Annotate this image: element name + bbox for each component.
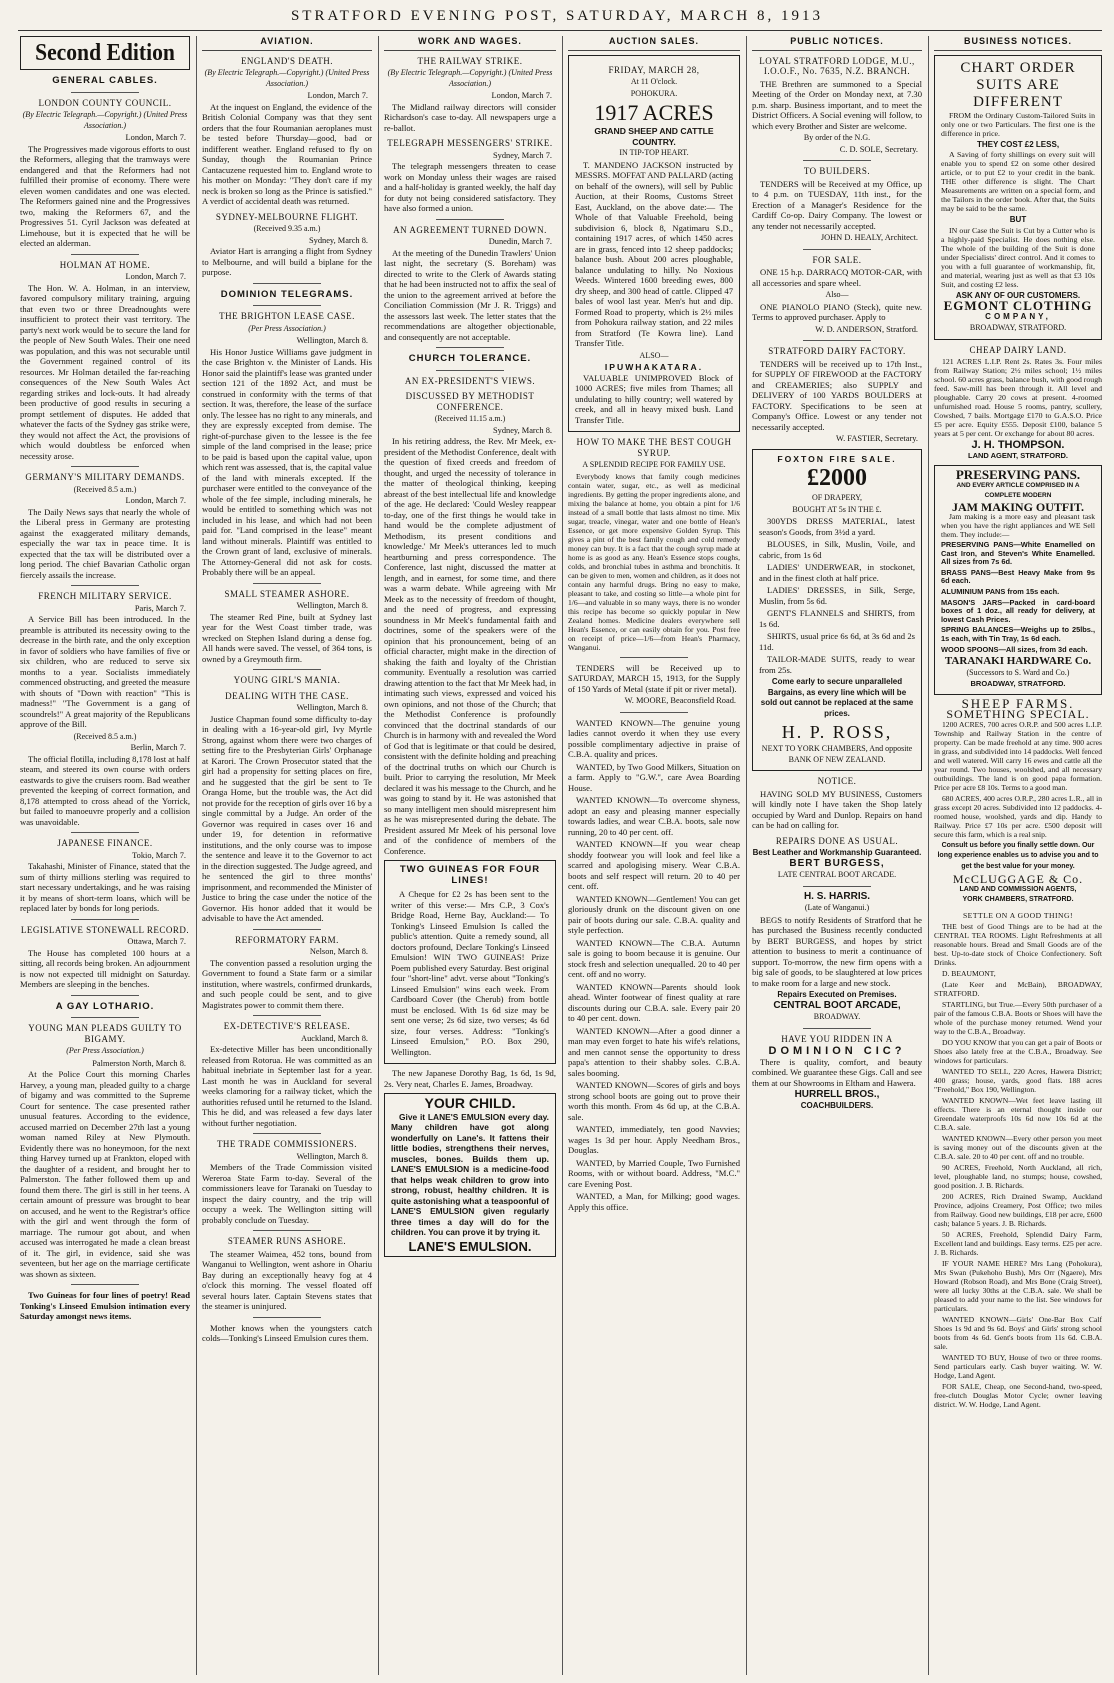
article-dateline: Sydney, March 8.: [308, 235, 368, 245]
notice-address: LATE CENTRAL BOOT ARCADE.: [777, 870, 897, 879]
advert-but: BUT: [1009, 215, 1027, 224]
divider: [71, 466, 139, 467]
column-heading: AVIATION.: [202, 36, 372, 51]
article-received: (Received 9.35 a.m.): [253, 224, 321, 233]
notice-subtitle: (Late of Wanganui.): [804, 903, 870, 912]
article-byline: (By Electric Telegraph.—Copyright.) (United Press Association.): [204, 68, 370, 88]
article-dateline: Palmerston North, March 8.: [92, 1058, 186, 1068]
advert-body: There is quality, comfort, and beauty combined. We guarantee these Gigs. Call and see them at our Showrooms in Eltham and Hawera.: [752, 1056, 922, 1088]
article-title: A GAY LOTHARIO.: [55, 1000, 155, 1012]
advert-body: A Saving of forty shillings on every suit will enable you to spend £2 on some other desired article, or to put £2 to your credit in the bank. THE other difference is slight. The Chart Measurements are written on a special form, and the Tailors in the order book. After that, the Suits may be said to be the same.: [941, 150, 1095, 213]
advert-item: BRASS PANS—Best Heavy Make from 9s 6d each.: [941, 567, 1095, 586]
advert-subtitle: COACHBUILDERS.: [800, 1100, 874, 1110]
advert-address: BROADWAY, STRATFORD.: [970, 679, 1066, 689]
divider: [620, 712, 689, 713]
advert-item: LADIES' UNDERWEAR, in stockonet, and in the finest cloth at half price.: [759, 562, 915, 583]
notice-body: BEGS to notify Residents of Stratford that he has purchased the Business recently conducted by BERT BURGESS, and hopes by strict attention to business to merit a continuance of support. To-morrow, the new firm opens with a big sale of goods, to be slaughtered at low prices to make room for a large and new stock.: [752, 914, 922, 988]
mccluggage-subtitle: LAND AND COMMISSION AGENTS,: [959, 885, 1077, 893]
article-subtitle: A SPLENDID RECIPE FOR FAMILY USE.: [582, 460, 726, 469]
advert-item: TAILOR-MADE SUITS, ready to wear from 25s.: [759, 654, 915, 675]
wanted-ad: WANTED KNOWN—After a good dinner a man may even forget to hate his wife's relations, and men cannot sense the opportunity to dress papa's attention to their shabby soles. C.B.A. sales booming.: [568, 1025, 740, 1078]
sheep-farms-body: 680 ACRES, 400 acres O.R.P., 280 acres L.R., all in grass except 20 acres. Subdivided into 12 paddocks. 4-roomed house, woolshed, yards and dip. Handy to Railway. Price £7 10s per acre. £500 deposit will secure this farm, which is a real snip.: [934, 793, 1102, 839]
divider: [253, 669, 321, 670]
advert-name: TARANAKI HARDWARE Co.: [944, 655, 1092, 668]
masthead: STRATFORD EVENING POST, SATURDAY, MARCH 8, 1913: [290, 8, 824, 24]
article-body: The telegraph messengers threaten to cease work on Monday unless their wages are raised and a half-holiday is granted weekly, the half day for duty not being considered satisfactory. They have also formed a union.: [384, 161, 556, 213]
article-title: STEAMER RUNS ASHORE.: [227, 1236, 347, 1246]
advert-company: COMPANY,: [985, 311, 1051, 321]
column-heading: WORK AND WAGES.: [384, 36, 556, 51]
classified-ad: 200 ACRES, Rich Drained Swamp, Auckland Province, adjoins Creamery, Post Office; two miles from Railway. Good new buildings, £18 per acre, £600 cash; balance 5 years. J. B. Richards.: [934, 1191, 1102, 1228]
notice-signature: C. D. SOLE, Secretary.: [839, 144, 918, 154]
auction-time: At 11 O'clock.: [630, 77, 678, 86]
divider: [253, 1015, 321, 1016]
pohokura-auction: [568, 55, 740, 433]
column-auction-sales: [568, 36, 740, 1675]
divider: [803, 886, 871, 887]
article-title: LONDON COUNTY COUNCIL.: [38, 97, 172, 108]
divider: [71, 1017, 139, 1018]
auction-also: ALSO—: [639, 350, 669, 360]
article-dateline: Tokio, March 7.: [132, 850, 186, 860]
cheap-dairy-title: CHEAP DAIRY LAND.: [969, 344, 1067, 355]
divider: [71, 919, 139, 920]
classified-ad: WANTED KNOWN—Wet feet leave lasting ill effects. There is an eternal thought inside our Greendale waterproofs 10s 6d now 10s 6d at the C.B.A. sale.: [934, 1095, 1102, 1132]
classified-ad: 50 ACRES, Freehold, Splendid Dairy Farm, Excellent land and buildings. Easy terms. £25 per acre. J. B. Richards.: [934, 1229, 1102, 1257]
article-title: YOUNG GIRL'S MANIA.: [233, 675, 341, 685]
wanted-ad: WANTED KNOWN—The genuine young ladies cannot overdo it when they use every possible complimentary adjective in praise of C.B.A. quality and prices.: [568, 717, 740, 759]
divider: [436, 347, 505, 348]
article-body: At the inquest on England, the evidence of the British Colonial Company was that they sent orders that the four Roumanian aeroplanes must be tested before Thursday—good, bad or indifferent weather. England refused to fly on Sunday, though the Roumanian Prince Cantacuzene requested him to. England wrote to his mother on Monday: "They don't care if my neck is broken so long as the Prince is satisfied." A verdict of accidental death was returned.: [202, 101, 372, 206]
classified-ad: STARTLING, but True.—Every 50th purchaser of a pair of the famous C.B.A. Boots or Shoes will have the whole of the purchase money returned. Wend your way to the C.B.A., Broadway.: [934, 999, 1102, 1036]
notice-title: FOR SALE.: [812, 254, 862, 265]
article-body: At the meeting of the Dunedin Trawlers' Union last night, the secretary (S. Boreham) was directed to write to the Clerk of Awards stating that he had been instructed not to affix the seal of the union to the agreement arrived at before the Conciliation Commission (Mr J. R. Triggs) and the assessors last week. The letter states that the recommendations are altogether objectionable, and consequently are not acceptable.: [384, 247, 556, 342]
auction-headline: 1917 ACRES: [594, 100, 714, 125]
wanted-ad: WANTED, by Married Couple, Two Furnished Rooms, with or without board. Address, "M.C." care Evening Post.: [568, 1157, 740, 1189]
advert-item: GENT'S FLANNELS and SHIRTS, from 1s 6d.: [759, 608, 915, 629]
divider: [803, 1028, 871, 1029]
article-body: A Service Bill has been introduced. In the preamble is attributed its necessity owing to the decrease in the birth rate, and the only exception in favor of soldiers who have families of five or six children, who are reduced to serve six months to a year. Socialists immediately commenced obstructing, and greeted the measure with shouts of "Down with reaction" "This is madness!" "The Government is a gang of scoundrels!" A great majority of the Republicans approve of the Bill.: [20, 614, 190, 729]
classified-ad: WANTED KNOWN—Every other person you meet is saving money out of the discounts given at the C.B.A. sale. 20 to 40 per cent. off and no trouble.: [934, 1133, 1102, 1161]
article-title: SYDNEY-MELBOURNE FLIGHT.: [215, 211, 359, 222]
divider: [253, 1230, 321, 1231]
advert-note: Come early to secure unparalleled Bargains, as every line which will be sold out cannot be replaced at the same prices.: [760, 677, 914, 718]
advert-body: Give it LANE'S EMULSION every day. Many children have got along wonderfully on Lane's. It fattens their little bodies, strengthens their nerves, muscles, bones. Builds them up. LANE'S EMULSION is a medicine-food that helps weak children to grow into strong, robust, healthy children. It is quite astonishing what a teaspoonful of LANE'S EMULSION given regularly three times a day will do for the children. You can prove it by trying it.: [391, 1111, 549, 1237]
auction-title: IPUWHAKATARA.: [604, 362, 704, 372]
advert-item: LADIES' DRESSES, in Silk, Serge, Muslin, from 5s 6d.: [759, 585, 915, 606]
notice-title: TO BUILDERS.: [803, 166, 871, 176]
column-rule: [196, 36, 197, 1675]
wanted-ad: WANTED KNOWN—Parents should look ahead. Winter footwear of finest quality at rare discounts during our C.B.A. sale. Every pair 20 to 40 per cent. down.: [568, 981, 740, 1023]
notice-body: ONE 15 h.p. DARRACQ MOTOR-CAR, with all accessories and spare wheel.: [752, 267, 922, 288]
sheep-farms-subtitle: SOMETHING SPECIAL.: [946, 707, 1090, 722]
advert-body: FROM the Ordinary Custom-Tailored Suits in only one or two Particulars. The first one is the difference in price.: [941, 110, 1095, 138]
notice-name: CENTRAL BOOT ARCADE,: [773, 999, 901, 1011]
article-body: Justice Chapman found some difficulty to-day in dealing with a 16-year-old girl, Ivy Myrtle Strong, against whom there were two charges of setting fire to the Presbyterian Girls' Orphanage at Karori. The Crown Prosecutor stated that the girl had a propensity for setting places on fire, and he suggested that the girl be sent to Te Oranga Home, but the trouble was, the Act did not provide for the reception of girls over 16 by a single committal by a Judge. An order of the Governor was required in cases over 16 and under 19, for detention in reformative institutions, and the only course was to impose the sentence and leave it to the Governor to act in the direction suggested. The Judge agreed, and he sentenced the girl to three months' imprisonment, and recommended the Minister of Justice to bring the case under the notice of the Governor. His honor added that it would be advisable to have the Act amended.: [202, 713, 372, 923]
tender-notice: TENDERS will be Received up to SATURDAY, MARCH 15, 1913, for the Supply of 150 Yards of Metal (state if pit or river metal).: [568, 662, 740, 694]
classified-ad: WANTED TO BUY, House of two or three rooms. Send particulars early. Cash buyer waiting. W. W. Hodge, Land Agent.: [934, 1352, 1102, 1380]
auction-date: FRIDAY, MARCH 28,: [608, 64, 700, 75]
article-body: Members of the Trade Commission visited Wereroa State Farm to-day. Several of the commissioners leave for Taranaki on Tuesday to inspect the dairy country, and the trip will occupy a week. The Wellington sitting will probably conclude on Tuesday.: [202, 1162, 372, 1225]
taranaki-hardware-advert: [934, 465, 1102, 695]
divider: [803, 160, 871, 161]
article-received: (Received 8.5 a.m.): [73, 731, 137, 741]
advert-ask: ASK ANY OF OUR CUSTOMERS.: [955, 290, 1081, 300]
advert-successors: (Successors to S. Ward and Co.): [966, 667, 1070, 677]
article-dateline: Nelson, March 8.: [309, 947, 368, 956]
column-heading: AUCTION SALES.: [568, 36, 740, 51]
article-body: The steamer Red Pine, built at Sydney last year for the West Coast timber trade, was wrecked on Stephen Island during a dense fog. All hands were saved. The vessel, of 364 tons, is owned by a Greymouth firm.: [202, 611, 372, 664]
second-edition-banner: [20, 36, 190, 70]
advert-address: NEXT TO YORK CHAMBERS, And opposite BANK OF NEW ZEALAND.: [761, 744, 913, 764]
wanted-ad: WANTED KNOWN—Gentlemen! You can get gloriously drunk on the discount given on one pair of boots during our sale. C.B.A. quality and style perfection.: [568, 893, 740, 935]
article-body: In his retiring address, the Rev. Mr Meek, ex-president of the Methodist Conference, dealt with the question of fixed creeds and freedom of thought, and urged the necessity of tolerance in the matter of theological thinking, keeping abreast of the best intellectual life and knowledge of the age. He declared: 'Could Wesley reappear to-day, one of the first things he would take in hand would be the complete adjustment of Methodism, its present conditions and knowledge.' Mr Meek's utterances led to much heartburning and press correspondence. The Conference, last night, discussed the matter at length, and in earnest, for some time, and there was a warm debate. While agreeing with Mr Meek as to the necessity of freedom of thought, and the need of progress, and expressing soundness in Mr Meek's fundamental faith and doctrines, some of the speakers were of the opinion that his pronouncement, being of an official character, might make in the direction of shaking the faith and loyalty of the Christian community. Eventually a resolution was carried drawing attention to the fact that Mr Meek had, in intimating such views, expressed and voiced his own opinions, and not those of the Church; that the Methodist Conference is profoundly convinced that the doctrinal standards of our Church is in harmony with and revealed the Word of God that is legitimate or that could be desired, consistent with the definite holding and preaching of the doctrinal truths on which our Church is built. Prior to carrying the resolution, Mr Meek declared it was his message to the Church, and he was going to stand by it. He was astonished that so many intelligent men should misrepresent him as he was misrepresented during the debate. The President assured Mr Meek of his personal love and of the confidence of members of the Conference.: [384, 436, 556, 856]
advert-title: TWO GUINEAS FOR FOUR LINES!: [399, 864, 541, 886]
notice-title: NOTICE.: [817, 776, 857, 786]
column-rule: [928, 36, 929, 1675]
column-work-and-wages: [384, 36, 556, 1675]
article-dateline: London, March 7.: [307, 91, 368, 100]
article-dateline: Paris, March 7.: [134, 603, 186, 613]
article-dateline: Dunedin, March 7.: [488, 237, 552, 246]
advert-item-list: [759, 516, 915, 675]
column-rule: [378, 36, 379, 1675]
classified-ad: IF YOUR NAME HERE? Mrs Lang (Pohokura), Mrs Swan (Pukehoho Bush), Mrs Orr (Ngaere), Mrs Howard (Robson Road), and Mrs Bone (Craig Street), were all lucky 30ths at the C.B.A. sale. We shall be pleased to add your name to the list. See windows for particulars.: [934, 1258, 1102, 1313]
article-dateline: Wellington, March 8.: [296, 703, 368, 712]
article-received: (Received 8.5 a.m.): [73, 484, 137, 494]
auction-subtitle: GRAND SHEEP AND CATTLE COUNTRY.: [594, 126, 714, 147]
column-aviation: [202, 36, 372, 1675]
article-body: Aviator Hart is arranging a flight from Sydney to Melbourne, and will build a biplane for the purpose.: [202, 246, 372, 277]
divider: [620, 657, 689, 658]
tonking-advert: Two Guineas for four lines of poetry! Read Tonking's Linseed Emulsion intimation every Saturday amongst news items.: [20, 1290, 190, 1321]
article-title: HOLMAN AT HOME.: [59, 259, 151, 270]
notice-body: TENDERS will be Received at my Office, up to 4 p.m. on TUESDAY, 11th inst., for the Erection of a Manager's Residence for the Cardiff Co-op. Dairy Company. The lowest or any tender not necessarily accepted.: [752, 178, 922, 231]
tea-rooms-g_sub: (Late Keer and McBain), BROADWAY, STRATFORD.: [934, 979, 1102, 998]
article-title: CHURCH TOLERANCE.: [408, 353, 532, 364]
column-public-notices: [752, 36, 922, 1675]
advert-headline: JAM MAKING OUTFIT.: [951, 499, 1085, 514]
article-title: THE RAILWAY STRIKE.: [417, 55, 523, 66]
notice-title: STRATFORD DAIRY FACTORY.: [768, 346, 906, 356]
advert-item: ALUMINIUM PANS from 15s each.: [941, 586, 1060, 596]
sheep-farms-title: SHEEP FARMS.: [961, 695, 1075, 711]
wanted-ad: WANTED, immediately, ten good Navvies; wages 1s 3d per hour. Apply Needham Bros., Douglas.: [568, 1124, 740, 1155]
article-title: EX-DETECTIVE'S RELEASE.: [223, 1021, 351, 1031]
article-title: ENGLAND'S DEATH.: [240, 55, 334, 66]
article-byline: (By Electric Telegraph.—Copyright.) (United Press Association.): [387, 68, 553, 88]
article-subtitle: AN EX-PRESIDENT'S VIEWS.: [404, 375, 536, 386]
article-body: Everybody knows that family cough medicines contain water, sugar, etc., as well as medicinal ingredients. By getting the proper ingredients alone, and mixing the balance at home, you obtain a pint for 1/6 instead of a small bottle that lasts almost no time. Mix sugar, treacle, vinegar, water and one bottle of Hean's Essence, or get more expensive Golden Syrup. This gives a pint of the best family cough and cold remedy money can buy. It is a fact that the cough syrup made at home is as good as any. Hean's Essence stops coughs, colds, and bronchial tubes in asthma and bronchitis. It can be given to men, women and children, as it does not contain any harmful drugs. Bring no easy to make, pleasant to take, and costing so little—a whole pint for 1/6—and valuable in so many ways, there is no wonder this recipe has become so quickly popular in New Zealand homes. Medicine dealers everywhere sell Hean's Essence, or can easily obtain for you. Post free on receipt of price—1/6—from Hean's Pharmacy, Wanganui.: [568, 471, 740, 652]
divider: [253, 583, 321, 584]
advert-item: PRESERVING PANS—White Enamelled on Cast Iron, and Steven's White Enamelled. All sizes from 7s 6d.: [941, 540, 1095, 567]
advert-title: FOXTON FIRE SALE.: [777, 453, 897, 464]
article-body: The House has completed 100 hours at a sitting, all records being broken. An adjournment is now not expected till midnight on Saturday. Members are sleeping in the benches.: [20, 947, 190, 989]
divider: [436, 370, 505, 371]
two-guineas-advert: [384, 860, 556, 1064]
wanted-ad: WANTED KNOWN—Scores of girls and boys strong school boots are going out to prove their worth this month. From 4s 6d up, at the C.B.A. sale.: [568, 1080, 740, 1122]
article-byline: (Per Press Association.): [66, 1046, 144, 1055]
notice-name: BERT BURGESS,: [789, 857, 885, 869]
article-dateline: London, March 7.: [125, 133, 186, 142]
notice-name: H. S. HARRIS.: [803, 890, 871, 902]
tea-rooms-g_text: THE best of Good Things are to be had at the CENTRAL TEA ROOMS. Light Refreshments at all reasonable hours. Bread and Small Goods are of the best. Up-to-date stock of Choice Confectionery. Soft Drinks.: [934, 921, 1102, 967]
divider: [71, 254, 139, 255]
column-heading: BUSINESS NOTICES.: [934, 36, 1102, 51]
tea-rooms-g_title: SETTLE ON A GOOD THING!: [962, 910, 1074, 920]
article-dateline: Wellington, March 8.: [296, 601, 368, 610]
divider: [803, 340, 871, 341]
divider: [253, 283, 321, 284]
dorothy-bag-advert: The new Japanese Dorothy Bag, 1s 6d, 1s 9d, 2s. Very neat, Charles E. James, Broadway.: [384, 1068, 556, 1089]
divider: [803, 249, 871, 250]
notice-address: BROADWAY.: [813, 1012, 861, 1021]
advert-item: SPRING BALANCES—Weighs up to 25lbs., 1s each, with Tin Tray, 1s 6d each.: [941, 625, 1095, 643]
divider: [71, 585, 139, 586]
article-subtitle: YOUNG MAN PLEADS GUILTY TO BIGAMY.: [28, 1023, 182, 1044]
advert-subtitle: BOUGHT AT 5s IN THE £.: [792, 504, 882, 514]
wanted-ad: WANTED, a Man, for Milking; good wages. Apply this office.: [568, 1191, 740, 1212]
article-dateline: Wellington, March 8.: [296, 1151, 368, 1161]
notice-title: LOYAL STRATFORD LODGE, M.U., I.O.O.F., No. 7635, N.Z. BRANCH.: [759, 55, 915, 76]
advert-question: HAVE YOU RIDDEN IN A: [781, 1033, 893, 1044]
article-title: THE TRADE COMMISSIONERS.: [216, 1139, 358, 1149]
masthead-rule: [18, 30, 1102, 31]
article-body: The Daily News says that nearly the whole of the Liberal press in Germany are protesting against the exaggerated military demands, especially the war tax in peace time. It is expected that the tax will be distributed over a long period. The chief Bavarian Catholic organ fiercely assails the increase.: [20, 506, 190, 580]
article-byline: (By Electric Telegraph.—Copyright.) (United Press Association.): [22, 110, 188, 130]
auction-place: POHOKURA.: [630, 88, 678, 98]
article-byline: (Per Press Association.): [248, 323, 326, 333]
article-title: THE BRIGHTON LEASE CASE.: [219, 311, 355, 321]
advert-item: SHIRTS, usual price 6s 6d, at 3s 6d and 2s 11d.: [759, 631, 915, 652]
divider: [253, 929, 321, 930]
article-dateline: Ottawa, March 7.: [127, 937, 186, 946]
article-body: The convention passed a resolution urging the Government to found a State farm or a similar institution, where wastrels, confirmed drunkards, and such people could be sent, and to give Magistrates power to commit them there.: [202, 957, 372, 1010]
advert-name: H. P. ROSS,: [781, 722, 893, 742]
notice-signature: JOHN D. HEALY, Architect.: [820, 233, 918, 242]
article-subtitle: DEALING WITH THE CASE.: [225, 690, 349, 701]
column-business-notices: [934, 36, 1102, 1675]
article-title: TELEGRAPH MESSENGERS' STRIKE.: [387, 138, 553, 148]
classified-ad: 90 ACRES, Freehold, North Auckland, all rich, level, ploughable land, no stumps; house, cowshed, good position. J. B. Richards.: [934, 1162, 1102, 1190]
article-subtitle: DISCUSSED BY METHODIST CONFERENCE.: [405, 391, 535, 412]
notice-body: HAVING SOLD MY BUSINESS, Customers will kindly note I have taken the Shop lately occupied by Ward and Dunlop. Repairs on hand can be had on calling for.: [752, 788, 922, 830]
advert-title: YOUR CHILD.: [424, 1095, 516, 1111]
article-body: Takahashi, Minister of Finance, stated that the sum of thirty millions sterling was required to start necessary undertakings, and he was raising it by means of short-term loans, which will be replaced later by bonds for long periods.: [20, 861, 190, 913]
sheep-farms-body: 1200 ACRES, 700 acres O.R.P. and 500 acres L.I.P. Township and Railway Station in the centre of property. Can be made freehold at any time. 900 acres in grass, and subdivided into 14 paddocks. Well fenced and well watered. Will carry 16 ewes and cattle all the year round. Two houses, woolshed, and all necessary outbuildings. The land is on good papa formation. Price per acre £8 10s. Terms to a good man.: [934, 719, 1102, 792]
notice-body: TENDERS will be received up to 17th Inst., for SUPPLY OF FIREWOOD at the FACTORY and CREAMERIES; also SUPPLY and DELIVERY of 100 YARDS BOULDERS at FACTORY. Specifications to be seen at Company's Office. Lowest or any tender not necessarily accepted.: [752, 358, 922, 432]
notice-body: ONE PIANOLO PIANO (Steck), quite new. Terms to approved purchaser. Apply to: [752, 301, 922, 322]
divider: [253, 305, 321, 306]
divider: [71, 92, 139, 93]
divider: [71, 1284, 139, 1285]
article-title: GERMANY'S MILITARY DEMANDS.: [25, 472, 185, 482]
advert-body: Jam making is a more easy and pleasant task when you have the right appliances and WE Sell them. They include:—: [941, 512, 1095, 539]
mccluggage-name: McCLUGGAGE & Co.: [952, 872, 1084, 887]
advert-subtitle: OF DRAPERY,: [811, 493, 863, 502]
advert-body: IN our Case the Suit is Cut by a Cutter who is a highly-paid Specialist. He does nothing else. The whole of the building of the Suit is done under Specialists' direct control. And it comes to you with a full guarantee of workmanship, fit, and material, wearing just as well as that £3 10s Suit, and costing £2 less.: [941, 225, 1095, 289]
advert-headline: DOMINION CIC?: [768, 1045, 906, 1057]
wanted-ad: WANTED, by Two Good Milkers, Situation on a farm. Apply to "G.W.", care Avea Boarding House.: [568, 761, 740, 793]
article-body: The Midland railway directors will consider Richardson's case to-day. All newspapers urge a re-ballot.: [384, 101, 556, 133]
sheep-farms-note: Consult us before you finally settle down. Our long experience enables us to advise you and to get the best value for your money.: [937, 841, 1099, 870]
column-general-cables: [20, 36, 190, 1675]
agent-subtitle: LAND AGENT, STRATFORD.: [968, 450, 1068, 460]
auction-subtitle: IN TIP-TOP HEART.: [619, 148, 689, 157]
article-body: Ex-detective Miller has been unconditionally released from Rotorua. He was committed as an habitual inebriate in September last for a year. Last month he was in Auckland for several weeks clamoring for a railway ticket, which the authorities refused until he returned to the Island. This he did, and was released a few days later without further negotiation.: [202, 1044, 372, 1128]
advert-headline: PRESERVING PANS.: [955, 467, 1081, 482]
divider: [253, 1317, 321, 1318]
tonking-advert: Mother knows when the youngsters catch colds—Tonking's Linseed Emulsion cures them.: [202, 1322, 372, 1343]
classified-ad: WANTED TO SELL, 220 Acres, Hawera District; 400 grass; house, yards, good flats. 188 acres "Freehold," Box 190, Wellington.: [934, 1066, 1102, 1094]
column-rule: [746, 36, 747, 1675]
auction-body: T. MANDENO JACKSON instructed by MESSRS. MOFFAT AND PALLARD (acting on behalf of the owners), will sell by Public Auction, at their Rooms, Customs Street East, Auckland, on the above date:— The Whole of that Valuable Freehold, being subdivision 6, block 8, Ngatimaru S.D., containing 1917 acres, of which 1450 acres are in grass, fenced into 12 sheep paddocks; balance bush. About 200 acres ploughable, balance undulating to hilly. No Noxious Weeds. Wintered 1600 breeding ewes, 800 dry sheep, and 300 head of cattle. Clipped 47 bales of wool last year. Men's hut and dip. Formed Road to property, which is 2½ miles from Pohokura railway station, and 22 miles from Stratford (Te Kowra line). Land Transfer Title.: [575, 159, 733, 348]
auction-body: VALUABLE UNIMPROVED Block of 1000 ACRES; five miles from Thames; all undulating to hilly country; well watered by creek, and all in heavy mixed bush. Land Transfer Title.: [575, 372, 733, 425]
classified-ad: DO YOU KNOW that you can get a pair of Boots or Shoes also lately free at the C.B.A., Broadway. See windows for particulars.: [934, 1037, 1102, 1065]
article-received: (Received 11.15 a.m.): [434, 414, 506, 423]
article-body: The steamer Waimea, 452 tons, bound from Wanganui to Wellington, went ashore in Ohariu Bay during an exceptionally heavy fog at 4 o'clock this morning. The vessel floated off several hours later. Captain Stevens states that the steamer is uninjured.: [202, 1248, 372, 1311]
article-title: JAPANESE FINANCE.: [57, 838, 153, 848]
article-dateline: Wellington, March 8.: [296, 336, 368, 345]
notice-subtitle: Best Leather and Workmanship Guaranteed.: [752, 848, 922, 857]
egmont-clothing-advert: [934, 55, 1102, 340]
divider: [71, 995, 139, 996]
cheap-dairy-body: 121 ACRES L.I.P. Rent 2s. Rates 3s. Four miles from Railway Station; 2½ miles school; 1½ miles school. 60 acres grass, balance bush, with good rough feed. Saw-mill has been through it. All level and ploughable. Carry 20 cows at present. 4-roomed unfurnished road. House 5 rooms, pantry, scullery, Cowshed, 7 bails. Mortgage £170 to G.A.S.O. Price £5 per acre. Equity £555. Deposit £100, balance 5 years at 5 per cent. Or exchange for about 80 acres.: [934, 357, 1102, 438]
wanted-ad: WANTED KNOWN—The C.B.A. Autumn sale is going to boom because it is genuine. Our stock fresh and selection unequalled. 20 to 40 per cent. off and no worry.: [568, 937, 740, 979]
foxton-fire-sale-advert: [752, 449, 922, 772]
tender-signature: W. MOORE, Beaconsfield Road.: [624, 696, 736, 705]
article-body: His Honor Justice Williams gave judgment in the case Brighton v. the Minister of Lands. His Honor said the plaintiff's lease was granted under section 121 of the 1892 Act, and must be construed in conformity with the terms of that section. It was, therefore, the lease of the surface only. The lessee has no right to any minerals, and they are expressly excepted from demise. The right-of-purchase given to the lessee is the fee simple of the land comprised in the lease; price to be paid is based upon the capital value, upon which rent was assessed, that is, the capital value of the land with minerals excepted. If the purchaser were entitled to the conveyance of the whole of the fee simple, including minerals, he would be entitled to something which was not included in his lease, and which had not been paid for. "Land comprised in the lease" meant land without minerals. Plaintiff was entitled to the Crown grant of land, exclusive of minerals. The Attorney-General did not ask for costs. Probably there will be an appeal.: [202, 346, 372, 577]
classified-ad: WANTED KNOWN—Girls' One-Bar Box Calf Shoes 1s 9d and 9s 6d. Boys' and Girls' strong school boots from 4s 6d. Gent's boots from 11s 6d. C.B.A. sale.: [934, 1314, 1102, 1351]
advert-headline: CHART ORDER SUITS ARE DIFFERENT: [960, 59, 1076, 110]
article-dateline: London, March 7.: [491, 91, 552, 100]
article-body: The Progressives made vigorous efforts to oust the Reformers, alleging that the tramways were endangered and that the Reformers had not fulfilled their promise of economy. There were eleven women candidates and one was elected. The Reformers gained nine and the Progressives two, making the Reformers 67, and the Progressives 51. Cyril Jackson was defeated at Limehouse, but it is expected that he will be elected an alderman.: [20, 143, 190, 248]
notice-also: Also—: [825, 290, 849, 299]
notice-subtitle: Repairs Executed on Premises.: [777, 990, 897, 999]
notice-subtitle: REPAIRS DONE AS USUAL.: [775, 835, 899, 846]
section-heading: DOMINION TELEGRAMS.: [220, 288, 354, 300]
article-dateline: Sydney, March 7.: [492, 150, 552, 160]
divider: [71, 832, 139, 833]
notice-signature: W. FASTIER, Secretary.: [835, 434, 918, 443]
column-heading: PUBLIC NOTICES.: [752, 36, 922, 51]
article-body: The Hon. W. A. Holman, in an interview, favored compulsory military training, arguing that even two or three Dreadnoughts were insufficient to protect their vast territory. The party's next work would be to secure the land for the people of New South Wales. Their one need was population, and this was not securable until the Government regained control of its resources. Mr Holman detailed the far-reaching consequences of the New South Wales Act regarding strikes and lock-outs. It had already been productive of good results in securing a prompt settlement of disputes. He added that whatever the facts of the Sydney gas strike were, they would not affect the Act, the provisions of which would doubtless be enforced when necessity arose.: [20, 282, 190, 461]
article-title: SMALL STEAMER ASHORE.: [224, 588, 350, 599]
article-body: The official flotilla, including 8,178 lost at half steam, and steered its own course with orders eastwards to give the cruisers room. Bad weather prevented the keeping of correct formation, and 8,178 attempted to cross ahead of the Yorrick, but failed to manoeuvre properly and a collision was unavoidable.: [20, 753, 190, 827]
wanted-ad: WANTED KNOWN—To overcome shyness, adopt an easy and pleasing manner especially towards ladies, and wear C.B.A. boots, sale now running, 20 to 40 per cent. off.: [568, 795, 740, 837]
advert-item: MASON'S JARS—Packed in card-board boxes of 1 doz., all ready for delivery, at lowest Cash Prices.: [941, 597, 1095, 624]
divider: [253, 1133, 321, 1134]
article-body: At the Police Court this morning Charles Harvey, a young man, pleaded guilty to a charge of bigamy and was committed to the Supreme Court for sentence. The case presented rather unusual features. According to the evidence, accused married on December 27th last a young woman named Riley at New Plymouth. Evidently there was no honeymoon, for the next thing Harvey turned up at Frankton, eloped with the daughter of a resident, and brought her to Palmerston. The father followed them up and found them there. The girl is still in her teens. A certain amount of pressure was brought to bear on accused, and he went to the Registrar's office with the girl and went through the form of marriage. The rumour got about, and when accused was interrogated he made a clean breast of it. The girl, in evidence, said she was seventeen, but her age on the marriage certificate was shown as sixteen.: [20, 1069, 190, 1279]
advert-item: WOOD SPOONS—All sizes, from 3d each.: [941, 644, 1088, 654]
article-title: FRENCH MILITARY SERVICE.: [38, 591, 172, 601]
advert-price: THEY COST £2 LESS,: [976, 139, 1060, 149]
advert-subtitle: AND EVERY ARTICLE COMPRISED IN A COMPLETE MODERN: [956, 481, 1080, 499]
advert-address: BROADWAY, STRATFORD.: [969, 323, 1067, 332]
advert-headline: £2000: [807, 465, 867, 491]
advert-item: BLOUSES, in Silk, Muslin, Voile, and cabric, from 1s 6d: [759, 539, 915, 560]
notice-signature: W. D. ANDERSON, Stratford.: [815, 324, 918, 334]
tea-rooms-g_name: D. BEAUMONT,: [942, 968, 996, 978]
article-title: AN AGREEMENT TURNED DOWN.: [393, 224, 547, 235]
edition-title: Second Edition: [35, 40, 175, 66]
notice-body: THE Brethren are summoned to a Special Meeting of the Order on Monday next, at 7.30 p.m. sharp. Business important, and to meet the District Officers. A Social evening will follow, to which every Brother and Sister are welcome.: [752, 78, 922, 131]
mccluggage-address: YORK CHAMBERS, STRATFORD.: [962, 896, 1074, 904]
article-dateline: Berlin, March 7.: [130, 743, 186, 752]
advert-name: HURRELL BROS.,: [794, 1089, 880, 1100]
classified-ad: FOR SALE, Cheap, one Second-hand, two-speed, free-clutch Douglas Motor Cycle; owner leaving district. W. W. Hodge, Land Agent.: [934, 1381, 1102, 1409]
article-dateline: London, March 7.: [125, 496, 186, 505]
article-dateline: London, March 7.: [125, 272, 186, 281]
wanted-ad: WANTED KNOWN—If you wear cheap shoddy footwear you will look and feel like a scarred and apologising misery. Wear C.B.A. boots and self respect will return. 20 to 40 per cent. off.: [568, 839, 740, 891]
advert-body: A Cheque for £2 2s has been sent to the writer of this verse:— Mrs C.P., 3 Cox's Bridge Road, Herne Bay, Auckland:— To Tonking's Linseed Emulsion Is called the public's attention. Quite a remedy sound, all doctors profound, Declare Tonking's Linseed Emulsion! WIN TWO GUINEAS! Prize Poem published every Saturday. Best original four "short-line" advt. verse about "Tonking's Linseed Emulsion" wins each week. From Cardboard Cover (the Cherub) from bottle must be enclosed. With 1s 6d size may be sent one verse; 2s 6d size, two verses; 4s 6d size, four verses. Address: "Tonking's Linseed Emulsion," P.O. Box 290, Wellington.: [391, 889, 549, 1057]
agent-name: J. H. THOMPSON.: [971, 439, 1065, 451]
advert-item: 300YDS DRESS MATERIAL, latest season's Goods, from 3½d a yard.: [759, 516, 915, 537]
advert-name: EGMONT CLOTHING: [943, 298, 1093, 313]
advert-brand: LANE'S EMULSION.: [408, 1238, 532, 1254]
article-title: REFORMATORY FARM.: [235, 934, 339, 945]
divider: [436, 219, 505, 220]
article-title: LEGISLATIVE STONEWALL RECORD.: [20, 924, 190, 935]
article-dateline: Sydney, March 8.: [492, 425, 552, 435]
notice-by: By order of the N.G.: [803, 133, 871, 142]
article-dateline: Auckland, March 8.: [301, 1033, 368, 1043]
article-title: HOW TO MAKE THE BEST COUGH SYRUP.: [576, 437, 732, 458]
lanes-emulsion-advert: [384, 1093, 556, 1257]
column-rule: [562, 36, 563, 1675]
section-heading: GENERAL CABLES.: [52, 75, 158, 86]
